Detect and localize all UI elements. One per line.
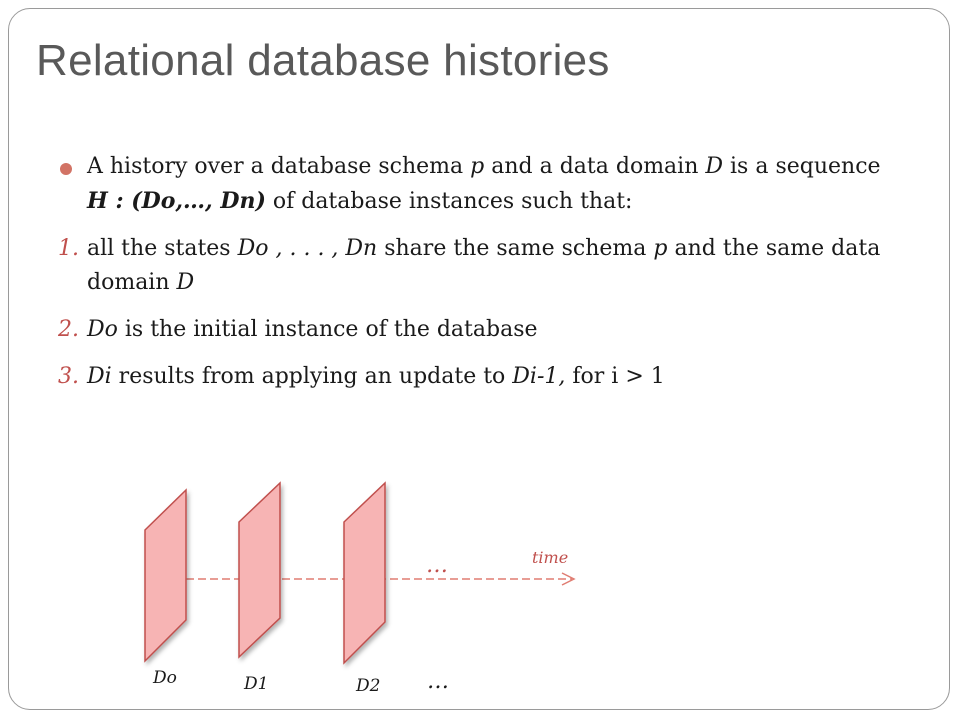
list-number: 2. [58,317,79,342]
item-state: Do [87,317,118,342]
list-number: 1. [58,236,79,261]
bullet-text-4: of database instances such that: [265,189,633,214]
slide-title: Relational database histories [36,36,610,85]
state-panel-d1 [239,483,280,657]
state-label-d0: Do [153,668,177,688]
bullet-schema: p [470,154,485,179]
item-text: is the initial instance of the database [117,317,538,342]
ellipsis-lower: … [427,669,449,694]
bullet-text-3: is a sequence [723,154,881,179]
item-prev-state: Di-1, [512,364,566,389]
item-state: Di [87,364,112,389]
state-panel-d0 [145,490,186,661]
item-states: Do , . . . , Dn [237,236,378,261]
time-label: time [532,548,569,567]
item-text: and the same data domain [87,236,881,295]
item-text: for i > 1 [565,364,665,389]
bullet-text-1: A history over a database schema [87,154,471,179]
bullet-sequence: H : (Do,…, Dn) [87,188,266,214]
item-text: share the same schema [377,236,654,261]
ellipsis-upper: … [426,553,448,578]
bullet-domain: D [705,154,724,179]
item-domain: D [176,270,195,295]
state-label-d2: D2 [356,676,381,696]
state-label-d1: D1 [244,674,269,694]
item-text: results from applying an update to [111,364,513,389]
state-panel-d2 [344,483,385,663]
item-schema: p [653,236,668,261]
list-number: 3. [58,364,79,389]
bullet-text-2: and a data domain [484,154,706,179]
item-text: all the states [87,236,238,261]
